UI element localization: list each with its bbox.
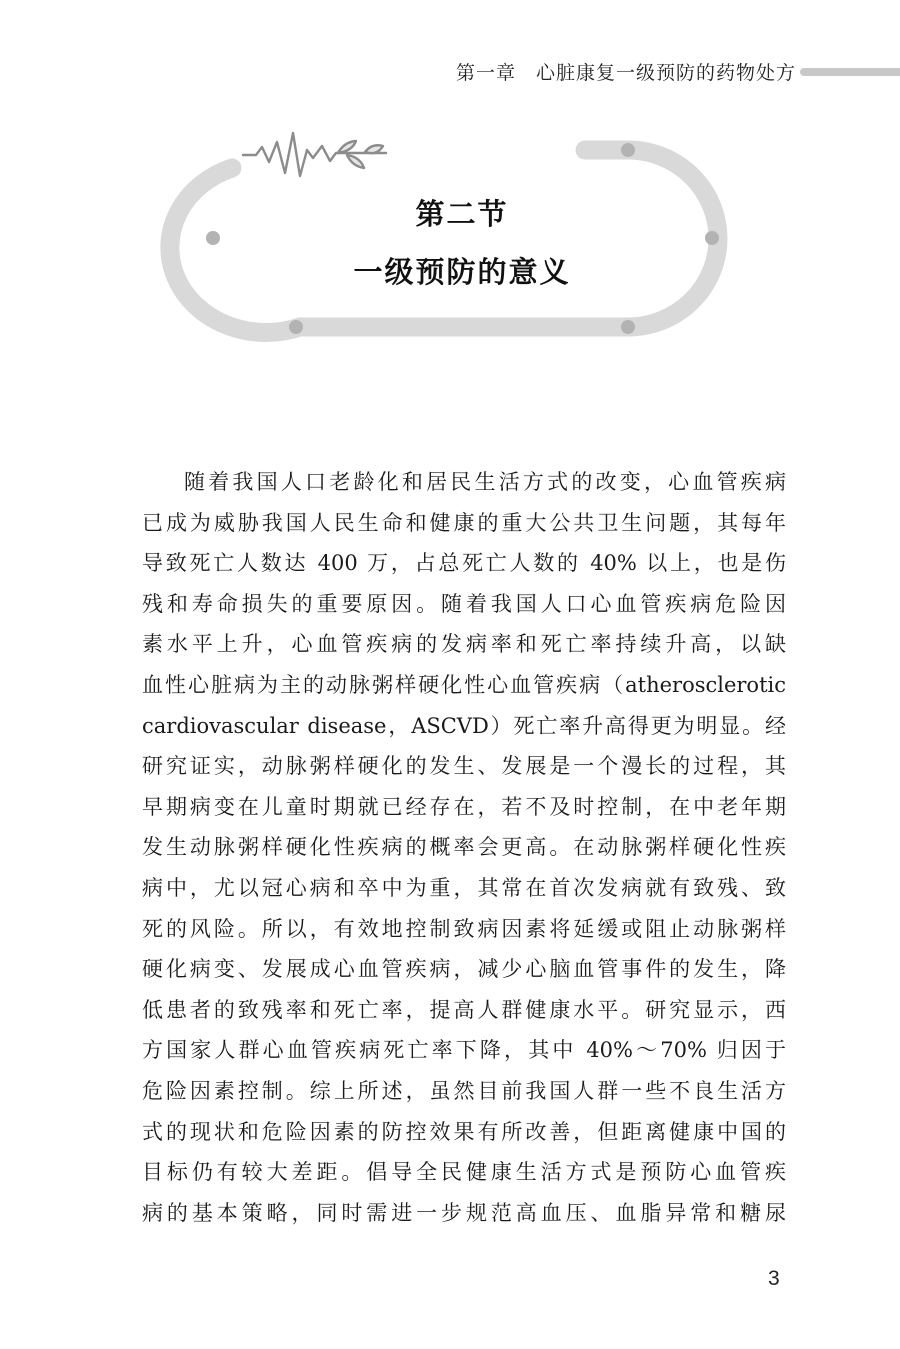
heartbeat-leaf-icon [243,133,386,176]
body-line: 素水平上升，心血管疾病的发病率和死亡率持续升高，以缺 [142,632,786,657]
frame-dot [289,320,303,334]
body-paragraph [142,462,786,1233]
frame-right-arc [628,150,718,327]
frame-dot [206,231,220,245]
body-line: 病中，尤以冠心病和卒中为重，其常在首次发病就有致残、致 [142,875,786,900]
page-number: 3 [768,1267,780,1290]
body-line: 血性心脏病为主的动脉粥样硬化性心血管疾病（atherosclerotic [142,672,786,697]
body-line: 残和寿命损失的重要原因。随着我国人口心血管疾病危险因 [142,591,786,616]
section-title: 一级预防的意义 [353,255,571,289]
body-line: cardiovascular disease，ASCVD）死亡率升高得更为明显。经 [142,713,786,738]
body-line: 式的现状和危险因素的防控效果有所改善，但距离健康中国的 [142,1119,786,1144]
body-line: 危险因素控制。综上所述，虽然目前我国人群一些不良生活方 [142,1078,786,1103]
frame-dot [621,143,635,157]
body-line: 低患者的致残率和死亡率，提高人群健康水平。研究显示，西 [142,997,786,1022]
body-line: 发生动脉粥样硬化性疾病的概率会更高。在动脉粥样硬化性疾 [142,835,786,860]
body-line: 死的风险。所以，有效地控制致病因素将延缓或阻止动脉粥样 [142,916,786,941]
body-line: 病的基本策略，同时需进一步规范高血压、血脂异常和糖尿 [142,1200,786,1225]
section-number: 第二节 [415,197,509,231]
frame-dot [705,231,719,245]
title-frame [0,0,900,360]
running-header: 第一章 心脏康复一级预防的药物处方 [456,62,797,84]
body-line: 随着我国人口老龄化和居民生活方式的改变，心血管疾病 [184,470,786,494]
body-line: 研究证实，动脉粥样硬化的发生、发展是一个漫长的过程，其 [142,754,786,779]
body-line: 硬化病变、发展成心血管疾病，减少心脑血管事件的发生，降 [142,957,786,982]
body-line: 早期病变在儿童时期就已经存在，若不及时控制，在中老年期 [142,794,786,819]
frame-dot [621,320,635,334]
body-line: 目标仍有较大差距。倡导全民健康生活方式是预防心血管疾 [142,1160,786,1185]
body-line: 已成为威胁我国人民生命和健康的重大公共卫生问题，其每年 [142,510,786,535]
body-line: 导致死亡人数达 400 万，占总死亡人数的 40% 以上，也是伤 [142,551,786,576]
body-line: 方国家人群心血管疾病死亡率下降，其中 40%～70% 归因于 [142,1038,786,1063]
